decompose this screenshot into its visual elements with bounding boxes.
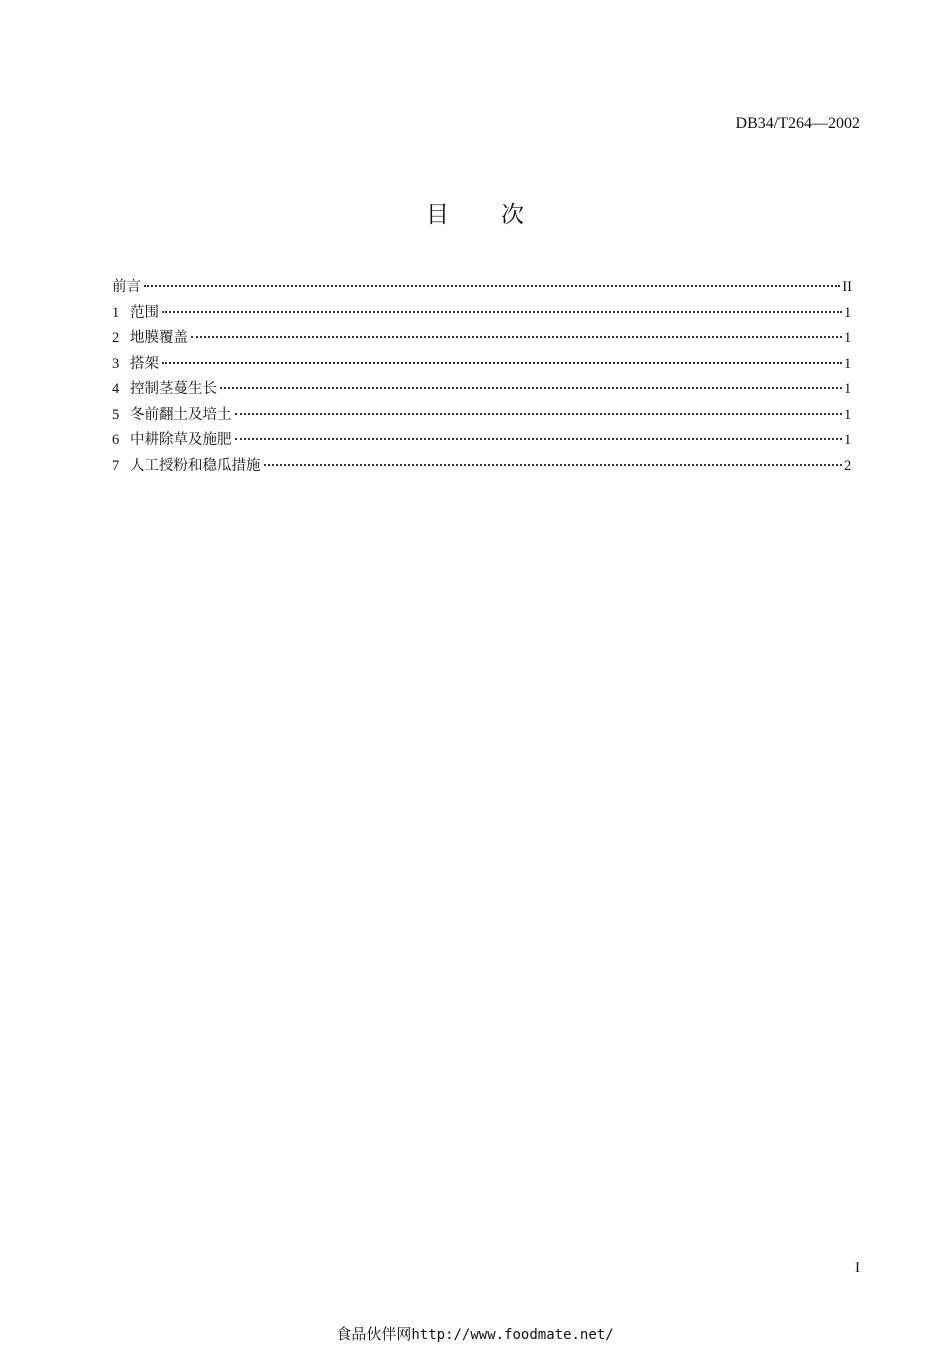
toc-entry-label: 范围 — [130, 304, 159, 321]
dot-leader — [235, 412, 843, 415]
toc-entry-foreword[interactable] — [112, 275, 852, 301]
toc-entry-label: 中耕除草及施肥 — [130, 432, 232, 448]
toc-entry-weeding-fertilizing[interactable] — [112, 428, 852, 454]
toc-entry-page: 1 — [844, 330, 852, 346]
toc-entry-number: 7 — [112, 457, 120, 474]
toc-entry-vine-control[interactable] — [112, 377, 852, 403]
toc-entry-page: 1 — [844, 406, 852, 423]
toc-entry-tillage[interactable] — [112, 403, 852, 429]
dot-leader — [235, 437, 843, 440]
toc-entry-label: 地膜覆盖 — [130, 330, 188, 346]
toc-entry-label: 冬前翻土及培土 — [130, 406, 232, 423]
table-of-contents — [112, 275, 852, 479]
dot-leader — [220, 386, 842, 389]
document-code: DB34/T264—2002 — [735, 115, 860, 132]
toc-entry-label: 人工授粉和稳瓜措施 — [130, 457, 261, 474]
toc-entry-page: 2 — [844, 457, 852, 474]
toc-entry-page: 1 — [844, 355, 852, 372]
toc-entry-trellis[interactable] — [112, 352, 852, 378]
toc-entry-number: 2 — [112, 330, 120, 346]
footer-source — [0, 1324, 950, 1345]
toc-entry-number: 5 — [112, 406, 120, 423]
dot-leader — [162, 361, 842, 364]
toc-entry-page: II — [842, 279, 852, 295]
toc-entry-pollination[interactable] — [112, 454, 852, 480]
footer-url-link[interactable]: http://www.foodmate.net/ — [411, 1327, 614, 1343]
toc-entry-number: 3 — [112, 355, 120, 372]
dot-leader — [191, 335, 842, 338]
toc-entry-page: 1 — [844, 432, 852, 448]
toc-entry-page: 1 — [844, 381, 852, 397]
toc-entry-label: 控制茎蔓生长 — [130, 381, 217, 397]
dot-leader — [144, 284, 840, 287]
footer-site-name: 食品伙伴网 — [336, 1325, 412, 1343]
toc-entry-label: 前言 — [112, 279, 141, 295]
toc-entry-number: 4 — [112, 381, 120, 397]
toc-entry-scope[interactable] — [112, 301, 852, 327]
toc-entry-number: 1 — [112, 304, 120, 321]
toc-title: 目次 — [426, 202, 576, 228]
dot-leader — [264, 463, 843, 466]
toc-entry-mulch-film[interactable] — [112, 326, 852, 352]
page-number: I — [855, 1260, 860, 1276]
toc-entry-number: 6 — [112, 432, 120, 448]
dot-leader — [162, 310, 842, 313]
toc-entry-page: 1 — [844, 304, 852, 321]
toc-entry-label: 搭架 — [130, 355, 159, 372]
